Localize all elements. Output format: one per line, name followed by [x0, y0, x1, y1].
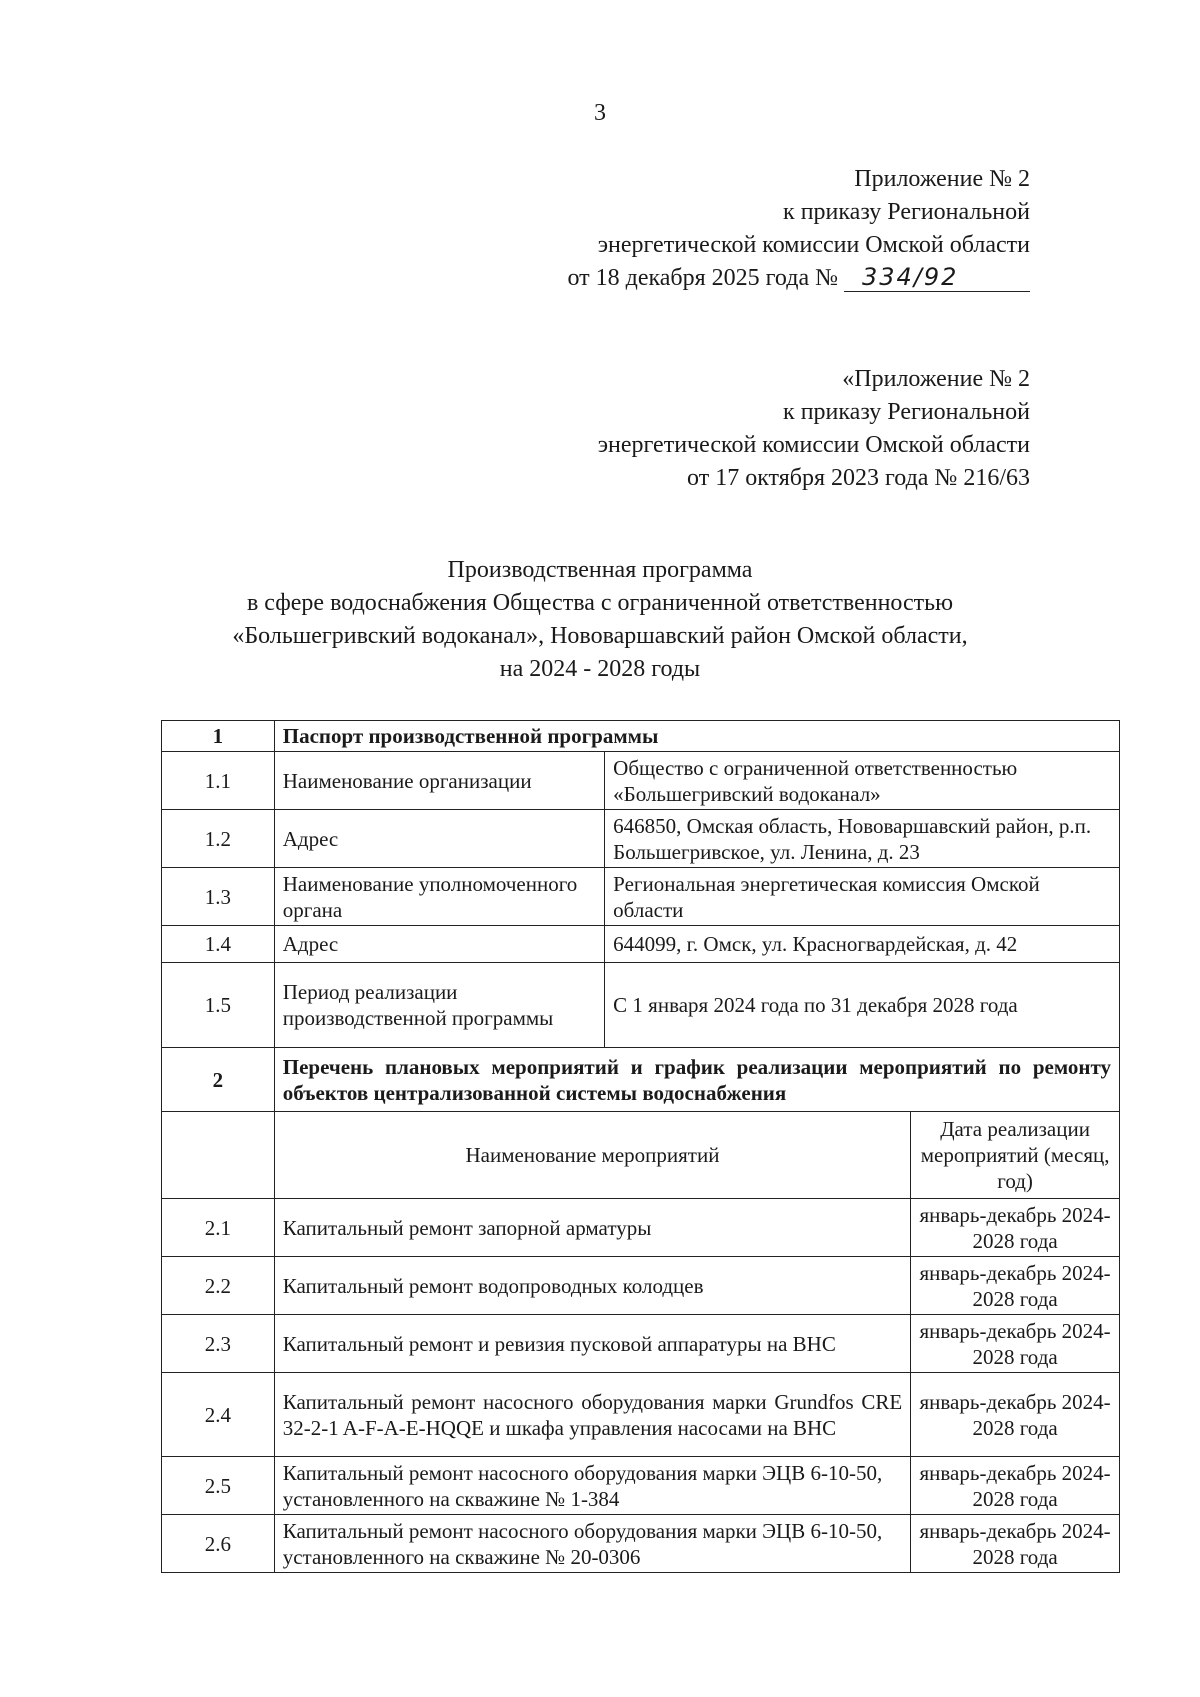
activity-name: Капитальный ремонт запорной арматуры [274, 1199, 910, 1257]
table-row [162, 810, 1120, 868]
row-value: 644099, г. Омск, ул. Красногвардейская, д. 42 [605, 926, 1120, 963]
row-label: Период реализации производственной программы [274, 963, 604, 1048]
row-number: 2.6 [162, 1515, 275, 1573]
row-number: 1.5 [162, 963, 275, 1048]
column-header-name: Наименование мероприятий [274, 1112, 910, 1199]
section-header-row [162, 1048, 1120, 1112]
appendix-line: энергетической комиссии Омской области [597, 432, 1030, 458]
row-label: Наименование уполномоченного органа [274, 868, 604, 926]
row-number: 2.4 [162, 1373, 275, 1457]
activity-name: Капитальный ремонт насосного оборудования марки ЭЦВ 6-10-50, установленного на скважине № 1-384 [274, 1457, 910, 1515]
row-number: 2.5 [162, 1457, 275, 1515]
section-number: 1 [162, 721, 275, 752]
row-value: Региональная энергетическая комиссия Омской области [605, 868, 1120, 926]
row-value: С 1 января 2024 года по 31 декабря 2028 года [605, 963, 1120, 1048]
row-number: 1.2 [162, 810, 275, 868]
appendix-line: Приложение № 2 [854, 166, 1030, 192]
row-number: 2.2 [162, 1257, 275, 1315]
row-label: Наименование организации [274, 752, 604, 810]
row-value: Общество с ограниченной ответственностью «Большегривский водоканал» [605, 752, 1120, 810]
table-row [162, 926, 1120, 963]
row-label: Адрес [274, 810, 604, 868]
row-number: 1.4 [162, 926, 275, 963]
table-row [162, 963, 1120, 1048]
activity-date: январь-декабрь 2024-2028 года [911, 1257, 1120, 1315]
appendix-line: к приказу Региональной [783, 399, 1030, 425]
activity-name: Капитальный ремонт насосного оборудования марки Grundfos CRE 32-2-1 A-F-A-E-HQQE и шкафа управления насосами на ВНС [274, 1373, 910, 1457]
row-number: 1.1 [162, 752, 275, 810]
title-line: в сфере водоснабжения Общества с ограниченной ответственностью [246, 590, 954, 616]
title-line: на 2024 - 2028 годы [499, 656, 701, 682]
activity-name: Капитальный ремонт водопроводных колодцев [274, 1257, 910, 1315]
row-value: 646850, Омская область, Нововаршавский район, р.п. Большегривское, ул. Ленина, д. 23 [605, 810, 1120, 868]
appendix-line: от 17 октября 2023 года № 216/63 [687, 465, 1030, 491]
section-header-row [162, 721, 1120, 752]
section-title: Перечень плановых мероприятий и график реализации мероприятий по ремонту объектов централизованной системы водоснабжения [274, 1048, 1119, 1112]
table-row [162, 1199, 1120, 1257]
appendix-header-new [567, 163, 1030, 295]
handwritten-order-number: 334/92 [844, 263, 1030, 292]
table-row [162, 1373, 1120, 1457]
row-number: 2.1 [162, 1199, 275, 1257]
page-number: 3 [594, 100, 606, 126]
activity-date: январь-декабрь 2024-2028 года [911, 1199, 1120, 1257]
table-row [162, 1257, 1120, 1315]
activity-name: Капитальный ремонт и ревизия пусковой аппаратуры на ВНС [274, 1315, 910, 1373]
appendix-date-line [567, 262, 1030, 295]
section-title: Паспорт производственной программы [274, 721, 1119, 752]
section-number: 2 [162, 1048, 275, 1112]
table-row [162, 752, 1120, 810]
program-table [161, 720, 1120, 1573]
table-row [162, 1457, 1120, 1515]
title-line: «Большегривский водоканал», Нововаршавский район Омской области, [232, 623, 968, 649]
title-line: Производственная программа [447, 557, 753, 583]
activity-name: Капитальный ремонт насосного оборудования марки ЭЦВ 6-10-50, установленного на скважине № 20-0306 [274, 1515, 910, 1573]
row-label: Адрес [274, 926, 604, 963]
column-header-row [162, 1112, 1120, 1199]
document-title [0, 554, 1200, 686]
activity-date: январь-декабрь 2024-2028 года [911, 1457, 1120, 1515]
table-row [162, 868, 1120, 926]
appendix-line: энергетической комиссии Омской области [597, 232, 1030, 258]
row-number: 2.3 [162, 1315, 275, 1373]
appendix-line: к приказу Региональной [783, 199, 1030, 225]
table-row [162, 1315, 1120, 1373]
appendix-date: от 18 декабря 2025 года № [567, 265, 838, 291]
table-row [162, 1515, 1120, 1573]
appendix-header-old [598, 363, 1030, 495]
empty-cell [162, 1112, 275, 1199]
activity-date: январь-декабрь 2024-2028 года [911, 1515, 1120, 1573]
row-number: 1.3 [162, 868, 275, 926]
column-header-date: Дата реализации мероприятий (месяц, год) [911, 1112, 1120, 1199]
activity-date: январь-декабрь 2024-2028 года [911, 1315, 1120, 1373]
appendix-line: «Приложение № 2 [842, 366, 1030, 392]
activity-date: январь-декабрь 2024-2028 года [911, 1373, 1120, 1457]
